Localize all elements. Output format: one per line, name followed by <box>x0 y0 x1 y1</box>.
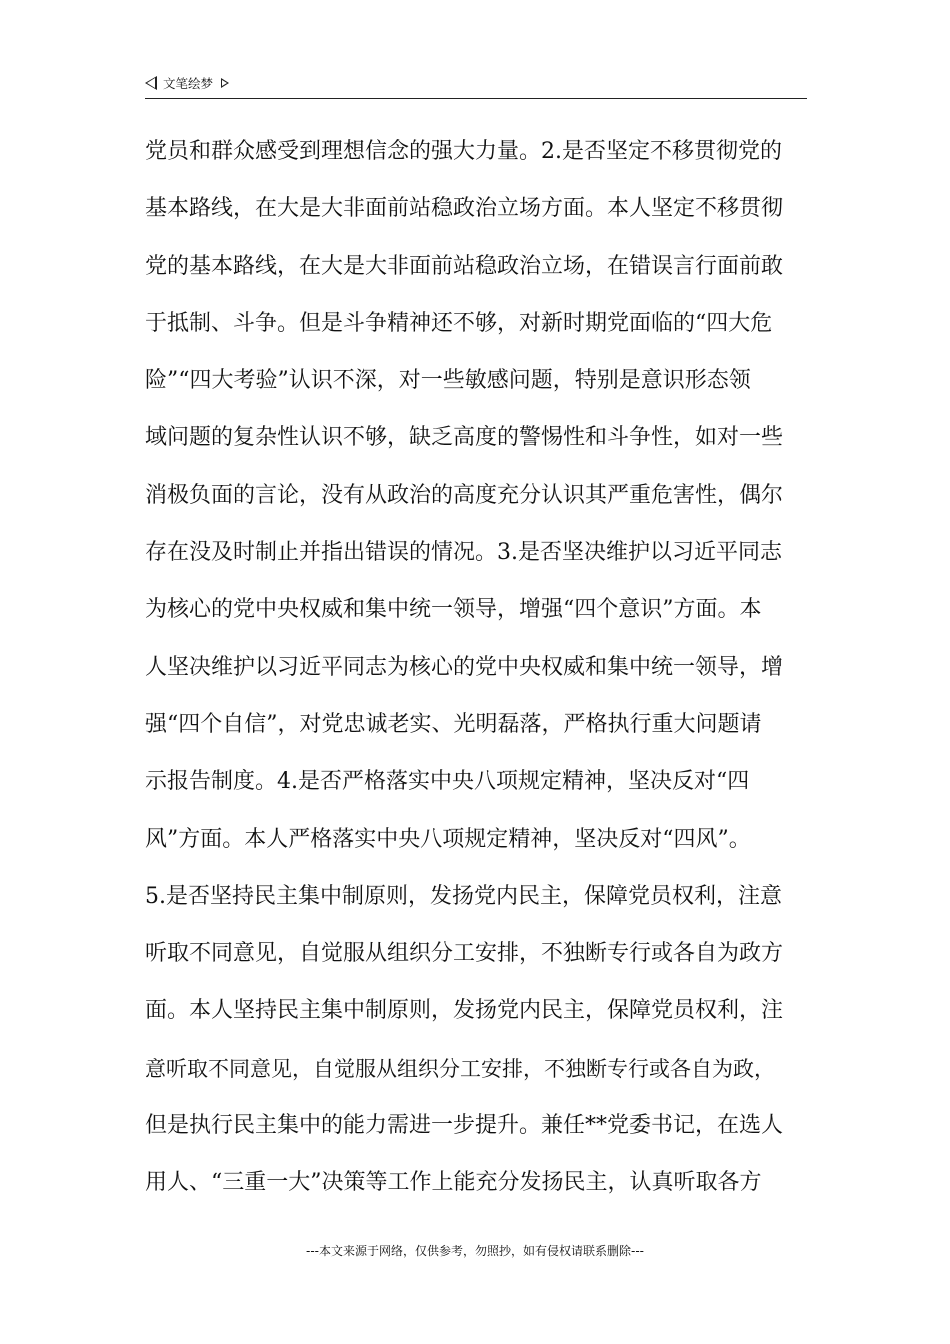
body-line: 用人、“三重一大”决策等工作上能充分发扬民主，认真听取各方 <box>145 1170 762 1196</box>
body-line: 但是执行民主集中的能力需进一步提升。兼任**党委书记，在选人 <box>145 1113 784 1139</box>
body-line: 存在没及时制止并指出错误的情况。3.是否坚决维护以习近平同志 <box>145 540 782 566</box>
triangle-left-icon <box>145 76 157 90</box>
body-line: 意听取不同意见，自觉服从组织分工安排，不独断专行或各自为政， <box>145 1056 775 1081</box>
body-line: 党的基本路线，在大是大非面前站稳政治立场，在错误言行面前敢 <box>145 253 784 279</box>
page-footer: ---本文来源于网络，仅供参考，勿照抄，如有侵权请联系删除--- <box>306 1244 644 1258</box>
body-line: 面。本人坚持民主集中制原则，发扬党内民主，保障党员权利，注 <box>145 998 784 1024</box>
triangle-right-icon <box>221 78 229 88</box>
body-line: 为核心的党中央权威和集中统一领导，增强“四个意识”方面。本 <box>145 597 762 623</box>
body-line: 险”“四大考验”认识不深，对一些敏感问题，特别是意识形态领 <box>145 368 751 394</box>
body-line: 人坚决维护以习近平同志为核心的党中央权威和集中统一领导，增 <box>145 654 784 680</box>
body-line: 党员和群众感受到理想信念的强大力量。2.是否坚定不移贯彻党的 <box>145 139 782 164</box>
body-line: 强“四个自信”，对党忠诚老实、光明磊落，严格执行重大问题请 <box>145 711 762 737</box>
header-title: 文笔绘梦 <box>163 76 214 91</box>
body-line: 听取不同意见，自觉服从组织分工安排，不独断专行或各自为政方 <box>145 941 784 967</box>
body-line: 基本路线，在大是大非面前站稳政治立场方面。本人坚定不移贯彻 <box>145 196 784 222</box>
body-line: 示报告制度。4.是否严格落实中央八项规定精神，坚决反对“四 <box>145 769 750 795</box>
document-body <box>145 132 807 1221</box>
page-header <box>145 72 807 99</box>
body-line: 于抵制、斗争。但是斗争精神还不够，对新时期党面临的“四大危 <box>145 310 773 336</box>
body-line: 域问题的复杂性认识不够，缺乏高度的警惕性和斗争性，如对一些 <box>145 425 784 451</box>
body-line: 消极负面的言论，没有从政治的高度充分认识其严重危害性，偶尔 <box>145 482 784 508</box>
header-brand <box>145 74 229 92</box>
body-line: 5.是否坚持民主集中制原则，发扬党内民主，保障党员权利，注意 <box>145 883 782 909</box>
body-line: 风”方面。本人严格落实中央八项规定精神，坚决反对“四风”。 <box>145 826 751 852</box>
